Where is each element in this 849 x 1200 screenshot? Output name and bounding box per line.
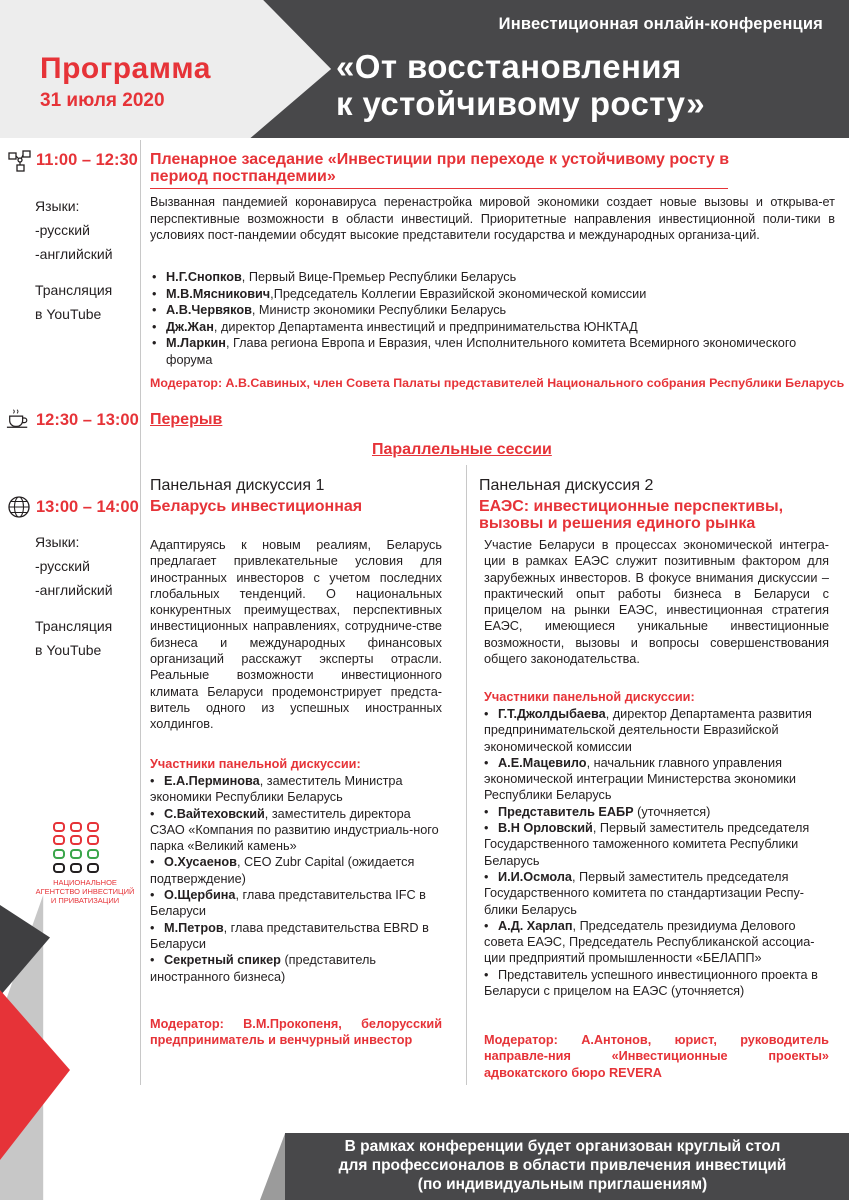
panel1-participants-heading: Участники панельной дискуссии: <box>150 757 361 771</box>
languages-label: Языки: <box>35 198 80 214</box>
speaker-item: • А.В.Червяков, Министр экономики Республики Беларусь <box>150 302 840 319</box>
program-date: 31 июля 2020 <box>40 90 165 111</box>
language-russian: -русский <box>35 222 90 238</box>
language-russian: -русский <box>35 558 90 574</box>
sidebar-languages-1 <box>35 194 113 326</box>
languages-label: Языки: <box>35 534 80 550</box>
panel1-heading: Панельная дискуссия 1 <box>150 477 325 494</box>
panel2-participants <box>484 706 829 999</box>
title-line-2: к устойчивому росту» <box>336 85 706 122</box>
participant-item: • В.Н Орловский, Первый заместитель председателя Государственного таможенного комитета Республики Беларусь <box>484 821 810 868</box>
column-divider <box>466 465 467 1085</box>
speaker-item: • Дж.Жан, директор Департамента инвестиций и предпринимательства ЮНКТАД <box>150 319 840 336</box>
plenary-underline <box>150 188 728 189</box>
panel2-heading: Панельная дискуссия 2 <box>479 477 654 494</box>
footer-line-3: (по индивидуальным приглашениям) <box>417 1176 708 1193</box>
broadcast-label: Трансляция <box>35 282 113 298</box>
coffee-cup-icon <box>6 406 30 430</box>
parallel-time: 13:00 – 14:00 <box>36 498 139 516</box>
plenary-title: Пленарное заседание «Инвестиции при переходе к устойчивому росту в период постпандемии» <box>150 151 730 185</box>
broadcast-label: Трансляция <box>35 618 113 634</box>
logo-icon <box>53 822 99 874</box>
panel1-moderator: Модератор: В.М.Прокопеня, белорусский предприниматель и венчурный инвестор <box>150 1017 442 1048</box>
panel2-participants-heading: Участники панельной дискуссии: <box>484 690 695 704</box>
broadcast-youtube[interactable]: в YouTube <box>35 642 102 658</box>
participant-item: • А.Д. Харлап, Председатель президиума Делового совета ЕАЭС, Председатель Республиканской ассоциа-ции предприятий промышленности «БЕЛАПП» <box>484 918 815 966</box>
language-english: -английский <box>35 246 113 262</box>
plenary-speakers <box>150 269 840 368</box>
break-time: 12:30 – 13:00 <box>36 411 139 429</box>
conference-title <box>336 48 705 122</box>
broadcast-youtube[interactable]: в YouTube <box>35 306 102 322</box>
panel1-subtitle: Беларусь инвестиционная <box>150 498 363 515</box>
panel2-moderator: Модератор: А.Антонов, юрист, руководитель направле-ния «Инвестиционные проекты» адвокатского бюро REVERA <box>484 1033 829 1080</box>
panel2-description: Участие Беларуси в процессах экономической интегра-ции в рамках ЕАЭС служит позитивным фактором для зарубежных инвесторов. В фокусе внимания дискуссии – практический опыт работы бизнеса в Беларуси с прицелом на рынки ЕАЭС, инвестиционная стратегия ЕАЭС, имеющиеся уникальные инвестиционные возможности, вызовы и вопросы совершенствования общего законодательства. <box>484 538 829 667</box>
footer-line-2: для профессионалов в области привлечения инвестиций <box>338 1157 787 1174</box>
globe-icon <box>7 495 31 519</box>
title-line-1: «От восстановления <box>336 48 682 85</box>
network-icon <box>8 150 32 174</box>
panel2-subtitle: ЕАЭС: инвестиционные перспективы, вызовы и решения единого рынка <box>479 498 784 532</box>
panel1-description: Адаптируясь к новым реалиям, Беларусь предлагает привлекательные условия для иностранных инвесторов с учетом последних глобальных тенденций. О национальных конкурентных преимуществах, перспективных инвестиционных направлениях, сотрудниче-стве бизнеса и международных финансовых организаций расскажут эксперты отрасли. Реальные возможности инвестиционного климата Беларуси продемонстрирует предста-витель одного из успешных иностранных холдингов. <box>150 538 442 732</box>
break-label: Перерыв <box>150 411 223 428</box>
sidebar-languages-2 <box>35 530 113 662</box>
participant-item: • С.Вайтеховский, заместитель директора СЗАО «Компания по развитию индустриаль-ного парка «Великий камень» <box>150 806 439 854</box>
participant-item: • М.Петров, глава представительства EBRD в Беларуси <box>150 920 429 951</box>
footer-line-1: В рамках конференции будет организован круглый стол <box>344 1138 781 1155</box>
timeline-divider <box>140 140 141 1085</box>
participant-item: • О.Хусаенов, CEO Zubr Capital (ожидается подтверждение) <box>150 855 415 886</box>
participant-item: • И.И.Осмола, Первый заместитель председателя Государственного комитета по стандартизации Респу-блики Беларусь <box>484 869 805 917</box>
speaker-item: • М.Ларкин, Глава региона Европа и Евразия, член Исполнительного комитета Всемирного экономического форума <box>150 335 840 368</box>
panel1-participants <box>150 773 442 985</box>
participant-item: • Секретный спикер (представитель иностранного бизнеса) <box>150 953 376 984</box>
participant-item: • Е.А.Перминова, заместитель Министра экономики Республики Беларусь <box>150 774 403 805</box>
speaker-item: • М.В.Мясникович,Председатель Коллегии Евразийской экономической комиссии <box>150 286 840 303</box>
parallel-sessions-heading: Параллельные сессии <box>372 441 552 458</box>
participant-item: • А.Е.Мацевило, начальник главного управления экономической интеграции Министерства экономики Республики Беларусь <box>484 755 796 803</box>
speaker-item: • Н.Г.Снопков, Первый Вице-Премьер Республики Беларусь <box>150 269 840 286</box>
participant-item: • О.Щербина, глава представительства IFC в Беларуси <box>150 888 426 919</box>
language-english: -английский <box>35 582 113 598</box>
footer-text <box>290 1137 835 1194</box>
plenary-time: 11:00 – 12:30 <box>36 151 138 169</box>
conference-type: Инвестиционная онлайн-конференция <box>498 15 823 33</box>
participant-item: • Представитель успешного инвестиционного проекта в Беларуси с прицелом на ЕАЭС (уточняется) <box>484 967 818 999</box>
participant-item: • Г.Т.Джолдыбаева, директор Департамента развития предпринимательской деятельности Евразийской экономической комиссии <box>484 707 812 754</box>
plenary-description: Вызванная пандемией коронавируса перенастройка мировой экономики создает новые вызовы и открыва-ет перспективные возможности в области инвестиций. Приоритетные направления инвестиционной поли-тики в условиях пост-пандемии обсудят высокие представители государства и международных организа-ций. <box>150 195 835 243</box>
plenary-moderator: Модератор: А.В.Савиных, член Совета Палаты представителей Национального собрания Республики Беларусь <box>150 376 845 390</box>
logo-text: НАЦИОНАЛЬНОЕ АГЕНТСТВО ИНВЕСТИЦИЙ И ПРИВАТИЗАЦИИ <box>35 878 135 905</box>
participant-item: • Представитель ЕАБР (уточняется) <box>484 804 711 819</box>
program-heading: Программа <box>40 52 211 85</box>
